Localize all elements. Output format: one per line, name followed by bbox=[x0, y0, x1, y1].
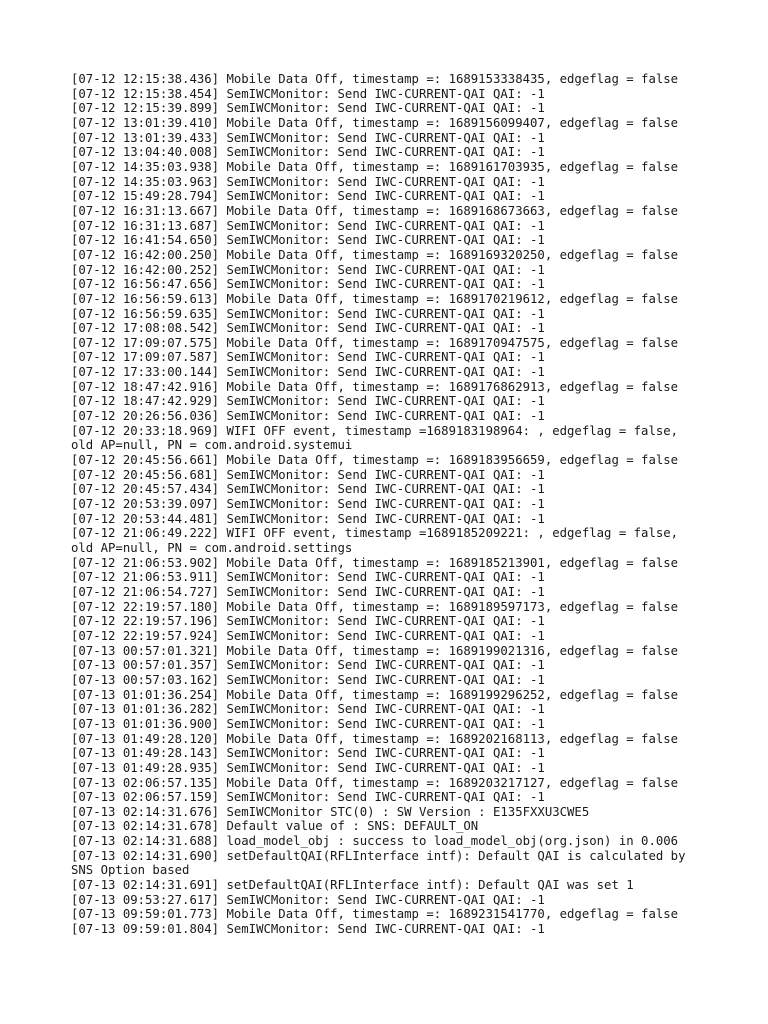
log-line: [07-12 20:45:56.661] Mobile Data Off, timestamp =: 1689183956659, edgeflag = false bbox=[71, 453, 679, 468]
log-line: [07-13 09:53:27.617] SemIWCMonitor: Send IWC-CURRENT-QAI QAI: -1 bbox=[71, 892, 545, 907]
log-line: [07-12 13:01:39.410] Mobile Data Off, timestamp =: 1689156099407, edgeflag = false bbox=[71, 115, 679, 130]
log-line: [07-13 01:01:36.900] SemIWCMonitor: Send IWC-CURRENT-QAI QAI: -1 bbox=[71, 716, 545, 731]
log-line: [07-12 17:33:00.144] SemIWCMonitor: Send IWC-CURRENT-QAI QAI: -1 bbox=[71, 365, 545, 380]
log-line: [07-12 17:09:07.587] SemIWCMonitor: Send IWC-CURRENT-QAI QAI: -1 bbox=[71, 350, 545, 365]
log-line: [07-13 01:01:36.254] Mobile Data Off, timestamp =: 1689199296252, edgeflag = false bbox=[71, 687, 679, 702]
log-line: [07-13 00:57:03.162] SemIWCMonitor: Send IWC-CURRENT-QAI QAI: -1 bbox=[71, 672, 545, 687]
log-line: [07-12 16:31:13.687] SemIWCMonitor: Send IWC-CURRENT-QAI QAI: -1 bbox=[71, 218, 545, 233]
log-line: [07-13 02:06:57.135] Mobile Data Off, timestamp =: 1689203217127, edgeflag = false bbox=[71, 775, 679, 790]
log-line: [07-12 16:31:13.667] Mobile Data Off, timestamp =: 1689168673663, edgeflag = false bbox=[71, 203, 679, 218]
log-line: [07-12 16:41:54.650] SemIWCMonitor: Send IWC-CURRENT-QAI QAI: -1 bbox=[71, 233, 545, 248]
log-line: [07-12 16:56:47.656] SemIWCMonitor: Send IWC-CURRENT-QAI QAI: -1 bbox=[71, 277, 545, 292]
log-line: [07-12 13:04:40.008] SemIWCMonitor: Send IWC-CURRENT-QAI QAI: -1 bbox=[71, 145, 545, 160]
log-line: [07-12 18:47:42.916] Mobile Data Off, timestamp =: 1689176862913, edgeflag = false bbox=[71, 379, 679, 394]
log-line: [07-12 20:53:44.481] SemIWCMonitor: Send IWC-CURRENT-QAI QAI: -1 bbox=[71, 511, 545, 526]
log-line: [07-13 09:59:01.773] Mobile Data Off, timestamp =: 1689231541770, edgeflag = false bbox=[71, 907, 679, 922]
log-line: [07-13 01:49:28.935] SemIWCMonitor: Send IWC-CURRENT-QAI QAI: -1 bbox=[71, 760, 545, 775]
log-line: [07-12 21:06:49.222] WIFI OFF event, timestamp =1689185209221: , edgeflag = false, bbox=[71, 526, 679, 541]
log-line: [07-13 01:01:36.282] SemIWCMonitor: Send IWC-CURRENT-QAI QAI: -1 bbox=[71, 702, 545, 717]
log-line: [07-12 20:26:56.036] SemIWCMonitor: Send IWC-CURRENT-QAI QAI: -1 bbox=[71, 409, 545, 424]
log-line: [07-12 20:45:57.434] SemIWCMonitor: Send IWC-CURRENT-QAI QAI: -1 bbox=[71, 482, 545, 497]
log-line: [07-12 15:49:28.794] SemIWCMonitor: Send IWC-CURRENT-QAI QAI: -1 bbox=[71, 189, 545, 204]
log-line: [07-12 17:08:08.542] SemIWCMonitor: Send IWC-CURRENT-QAI QAI: -1 bbox=[71, 321, 545, 336]
log-line: [07-12 18:47:42.929] SemIWCMonitor: Send IWC-CURRENT-QAI QAI: -1 bbox=[71, 394, 545, 409]
log-line: [07-13 01:49:28.143] SemIWCMonitor: Send IWC-CURRENT-QAI QAI: -1 bbox=[71, 746, 545, 761]
log-line: [07-13 00:57:01.357] SemIWCMonitor: Send IWC-CURRENT-QAI QAI: -1 bbox=[71, 658, 545, 673]
log-line: [07-12 17:09:07.575] Mobile Data Off, timestamp =: 1689170947575, edgeflag = false bbox=[71, 335, 679, 350]
log-line: [07-12 21:06:53.902] Mobile Data Off, timestamp =: 1689185213901, edgeflag = false bbox=[71, 555, 679, 570]
log-line-continuation: old AP=null, PN = com.android.systemui bbox=[71, 438, 353, 453]
log-line: [07-13 02:06:57.159] SemIWCMonitor: Send IWC-CURRENT-QAI QAI: -1 bbox=[71, 790, 545, 805]
log-line: [07-12 12:15:39.899] SemIWCMonitor: Send IWC-CURRENT-QAI QAI: -1 bbox=[71, 101, 545, 116]
log-line: [07-12 20:33:18.969] WIFI OFF event, timestamp =1689183198964: , edgeflag = false, bbox=[71, 423, 679, 438]
log-document bbox=[71, 72, 711, 937]
log-line: [07-12 22:19:57.196] SemIWCMonitor: Send IWC-CURRENT-QAI QAI: -1 bbox=[71, 614, 545, 629]
log-line: [07-12 20:53:39.097] SemIWCMonitor: Send IWC-CURRENT-QAI QAI: -1 bbox=[71, 497, 545, 512]
log-line: [07-12 14:35:03.963] SemIWCMonitor: Send IWC-CURRENT-QAI QAI: -1 bbox=[71, 174, 545, 189]
log-line: [07-12 16:42:00.252] SemIWCMonitor: Send IWC-CURRENT-QAI QAI: -1 bbox=[71, 262, 545, 277]
log-line: [07-12 21:06:54.727] SemIWCMonitor: Send IWC-CURRENT-QAI QAI: -1 bbox=[71, 584, 545, 599]
log-line: [07-13 02:14:31.676] SemIWCMonitor STC(0) : SW Version : E135FXXU3CWE5 bbox=[71, 804, 590, 819]
log-line: [07-13 01:49:28.120] Mobile Data Off, timestamp =: 1689202168113, edgeflag = false bbox=[71, 731, 679, 746]
log-line: [07-13 09:59:01.804] SemIWCMonitor: Send IWC-CURRENT-QAI QAI: -1 bbox=[71, 922, 545, 937]
log-line: [07-12 16:56:59.613] Mobile Data Off, timestamp =: 1689170219612, edgeflag = false bbox=[71, 291, 679, 306]
log-line: [07-12 22:19:57.180] Mobile Data Off, timestamp =: 1689189597173, edgeflag = false bbox=[71, 599, 679, 614]
log-line: [07-12 14:35:03.938] Mobile Data Off, timestamp =: 1689161703935, edgeflag = false bbox=[71, 159, 679, 174]
log-line: [07-13 00:57:01.321] Mobile Data Off, timestamp =: 1689199021316, edgeflag = false bbox=[71, 643, 679, 658]
log-line: [07-12 12:15:38.454] SemIWCMonitor: Send IWC-CURRENT-QAI QAI: -1 bbox=[71, 86, 545, 101]
log-line: [07-12 22:19:57.924] SemIWCMonitor: Send IWC-CURRENT-QAI QAI: -1 bbox=[71, 628, 545, 643]
log-line: [07-12 21:06:53.911] SemIWCMonitor: Send IWC-CURRENT-QAI QAI: -1 bbox=[71, 570, 545, 585]
log-line: [07-13 02:14:31.688] load_model_obj : success to load_model_obj(org.json) in 0.006 bbox=[71, 834, 679, 849]
log-line: [07-12 12:15:38.436] Mobile Data Off, timestamp =: 1689153338435, edgeflag = false bbox=[71, 72, 679, 86]
log-line-continuation: SNS Option based bbox=[71, 863, 190, 878]
log-line: [07-12 20:45:56.681] SemIWCMonitor: Send IWC-CURRENT-QAI QAI: -1 bbox=[71, 467, 545, 482]
log-line: [07-13 02:14:31.691] setDefaultQAI(RFLInterface intf): Default QAI was set 1 bbox=[71, 878, 634, 893]
log-line: [07-13 02:14:31.678] Default value of : SNS: DEFAULT_ON bbox=[71, 819, 479, 834]
log-line: [07-12 16:56:59.635] SemIWCMonitor: Send IWC-CURRENT-QAI QAI: -1 bbox=[71, 306, 545, 321]
log-line: [07-12 13:01:39.433] SemIWCMonitor: Send IWC-CURRENT-QAI QAI: -1 bbox=[71, 130, 545, 145]
log-line: [07-13 02:14:31.690] setDefaultQAI(RFLInterface intf): Default QAI is calculated by bbox=[71, 848, 686, 863]
log-line: [07-12 16:42:00.250] Mobile Data Off, timestamp =: 1689169320250, edgeflag = false bbox=[71, 247, 679, 262]
log-line-continuation: old AP=null, PN = com.android.settings bbox=[71, 541, 353, 555]
